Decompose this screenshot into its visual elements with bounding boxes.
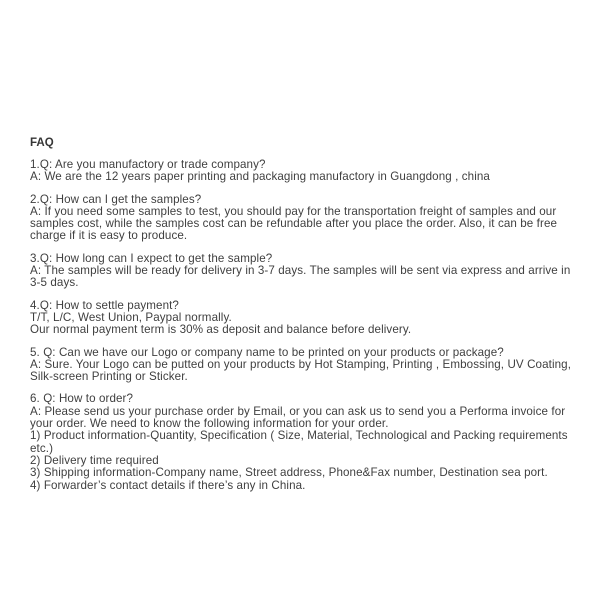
faq-heading: FAQ xyxy=(30,137,54,149)
faq-item-6 xyxy=(30,393,573,491)
faq-answer: A: Sure. Your Logo can be putted on your products by Hot Stamping, Printing , Embossing, UV Coating, Silk-screen Printing or Sticker. xyxy=(30,357,572,384)
faq-item-4 xyxy=(30,300,573,337)
faq-answer: T/T, L/C, West Union, Paypal normally. xyxy=(30,310,232,324)
faq-item-5 xyxy=(30,347,573,384)
faq-answer-list-item: 4) Forwarder’s contact details if there’s any in China. xyxy=(30,478,306,492)
faq-answer-list-item: 3) Shipping information-Company name, Street address, Phone&Fax number, Destination sea port. xyxy=(30,466,548,480)
faq-answer: A: Please send us your purchase order by Email, or you can ask us to send you a Performa invoice for your order. We need to know the following information for your order. xyxy=(30,404,566,431)
faq-answer: A: The samples will be ready for delivery in 3-7 days. The samples will be sent via express and arrive in 3-5 days. xyxy=(30,264,571,290)
faq-question: 2.Q: How can I get the samples? xyxy=(30,192,202,206)
faq-question: 1.Q: Are you manufactory or trade company? xyxy=(30,158,266,171)
faq-answer: A: If you need some samples to test, you should pay for the transportation freight of samples and our samples cost, while the samples cost can be refundable after you place the order. Also, it can be free charge if it is easy to produce. xyxy=(30,204,558,243)
faq-answer-list-item: 2) Delivery time required xyxy=(30,453,159,467)
faq-question: 3.Q: How long can I expect to get the sample? xyxy=(30,251,273,265)
faq-question: 5. Q: Can we have our Logo or company name to be printed on your products or package? xyxy=(30,345,504,359)
faq-answer: Our normal payment term is 30% as deposit and balance before delivery. xyxy=(30,323,412,337)
faq-answer-list-item: 1) Product information-Quantity, Specification ( Size, Material, Technological and Packing requirements etc.) xyxy=(30,429,568,455)
faq-question: 6. Q: How to order? xyxy=(30,392,134,406)
faq-item-2 xyxy=(30,194,573,243)
faq-question: 4.Q: How to settle payment? xyxy=(30,298,179,312)
faq-answer: A: We are the 12 years paper printing and packaging manufactory in Guangdong , china xyxy=(30,170,490,184)
faq-item-3 xyxy=(30,253,573,290)
faq-item-1 xyxy=(30,159,573,184)
